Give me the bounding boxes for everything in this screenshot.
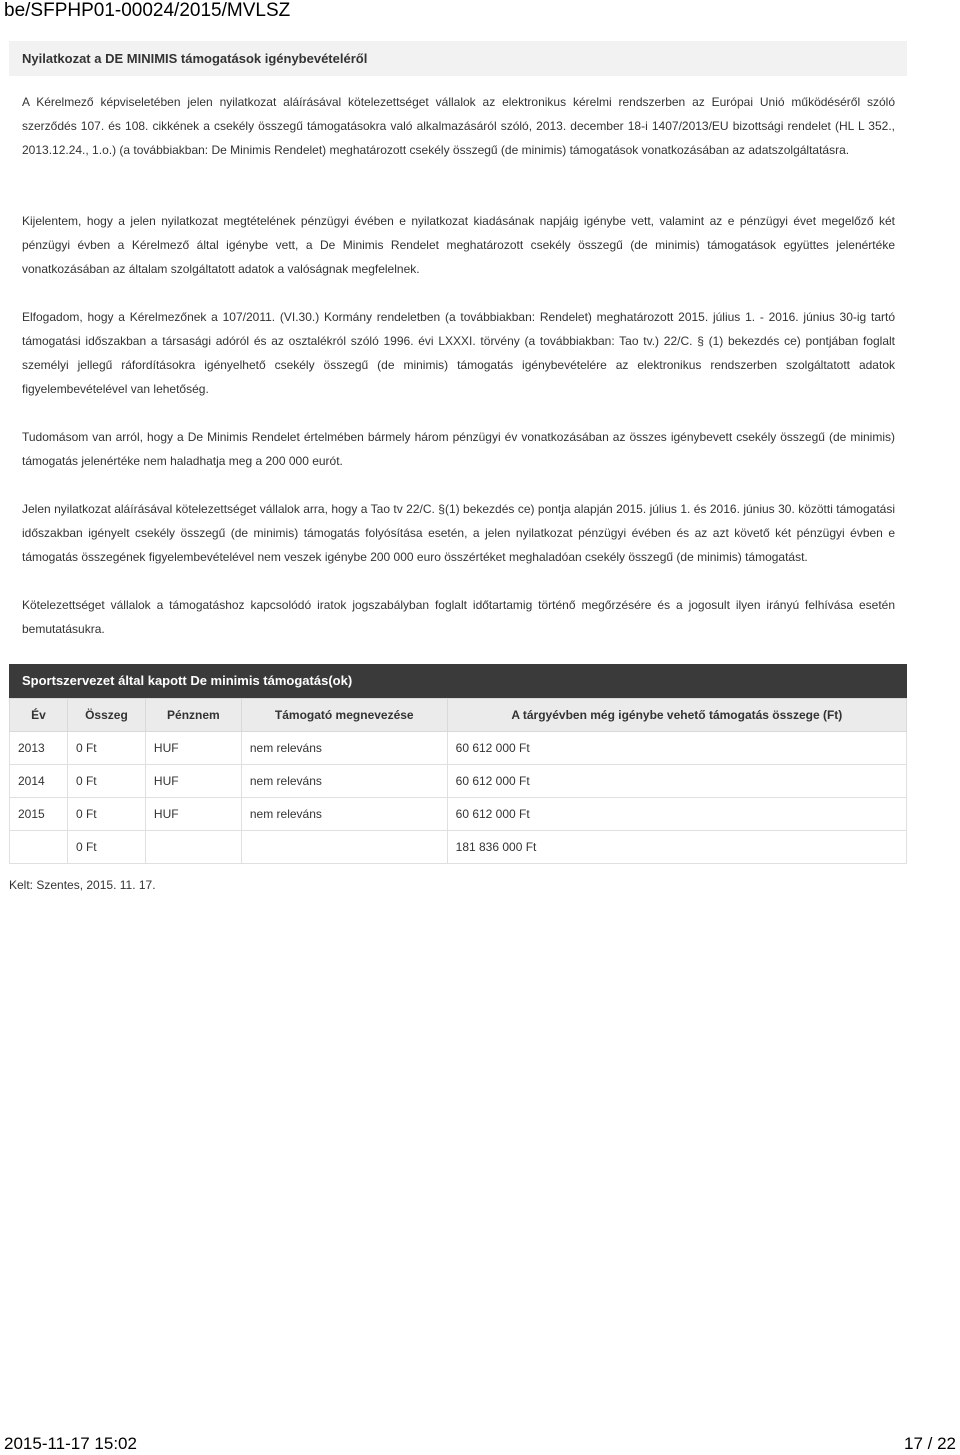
table-row: [10, 732, 907, 765]
cell-grantor: [241, 831, 447, 864]
document-id: be/SFPHP01-00024/2015/MVLSZ: [4, 0, 291, 21]
cell-available-amount: 60 612 000 Ft: [447, 765, 906, 798]
footer-timestamp: 2015-11-17 15:02: [4, 1434, 137, 1453]
paragraph-declaration: Kijelentem, hogy a jelen nyilatkozat megtételének pénzügyi évében e nyilatkozat kiadásának napjáig igénybe vett, valamint az e pénzügyi évet megelőző két pénzügyi évben a Kérelmező által igénybe vett, a De Minimis Rendelet meghatározott csekély összegű (de minimis) támogatások együttes jelenértéke vonatkozásában az általam szolgáltatott adatok a valóságnak megfelelnek.: [22, 214, 895, 276]
section-title: Nyilatkozat a DE MINIMIS támogatások igénybevételéről: [22, 51, 368, 66]
cell-year: [10, 831, 68, 864]
cell-amount: 0 Ft: [67, 732, 145, 765]
cell-currency: HUF: [145, 765, 241, 798]
cell-year: 2015: [10, 798, 68, 831]
cell-amount: 0 Ft: [67, 765, 145, 798]
cell-currency: [145, 831, 241, 864]
cell-year: 2013: [10, 732, 68, 765]
cell-total-available-amount: 181 836 000 Ft: [447, 831, 906, 864]
cell-available-amount: 60 612 000 Ft: [447, 732, 906, 765]
table-title-bar: [9, 664, 907, 698]
cell-currency: HUF: [145, 798, 241, 831]
cell-amount: 0 Ft: [67, 798, 145, 831]
section-heading: [9, 41, 907, 76]
table-header-row: [10, 699, 907, 732]
paragraph-commitment: Jelen nyilatkozat aláírásával kötelezettséget vállalok arra, hogy a Tao tv 22/C. §(1) bekezdés ce) pontja alapján 2015. július 1. és 2016. június 30. közötti támogatási időszakban igényelt csekély összegű (de minimis) támogatás folyósítása esetén, a jelen nyilatkozat pénzügyi évében és az azt követő két pénzügyi évben e támogatás összegének figyelembevételével nem veszek igénybe 200 000 euro összértéket meghaladóan csekély összegű (de minimis) támogatást.: [22, 502, 895, 564]
header-amount: Összeg: [67, 699, 145, 732]
paragraph-acceptance: Elfogadom, hogy a Kérelmezőnek a 107/2011. (VI.30.) Kormány rendeletben (a továbbiakban: Rendelet) meghatározott 2015. július 1. - 2016. június 30-ig tartó támogatási időszakban a társasági adóról és az osztalékról szóló 1996. évi LXXXI. törvény (a továbbiakban: Tao tv.) 22/C. § (1) bekezdés ce) pontjában foglalt személyi jellegű ráfordításokra igényelhető csekély összegű (de minimis) támogatás igénybevételére az elektronikus rendszerben szolgáltatott adatok figyelembevételével van lehetőség.: [22, 310, 895, 396]
table-total-row: [10, 831, 907, 864]
table-row: [10, 798, 907, 831]
table-row: [10, 765, 907, 798]
cell-grantor: nem releváns: [241, 732, 447, 765]
cell-available-amount: 60 612 000 Ft: [447, 798, 906, 831]
paragraph-retention: Kötelezettséget vállalok a támogatáshoz kapcsolódó iratok jogszabályban foglalt időtartamig történő megőrzésére és a jogosult ilyen irányú felhívása esetén bemutatásukra.: [22, 598, 895, 636]
cell-currency: HUF: [145, 732, 241, 765]
table-title: Sportszervezet által kapott De minimis támogatás(ok): [22, 673, 353, 688]
header-available-amount: A tárgyévben még igénybe vehető támogatás összege (Ft): [447, 699, 906, 732]
header-year: Év: [10, 699, 68, 732]
paragraph-data-provision: A Kérelmező képviseletében jelen nyilatkozat aláírásával kötelezettséget vállalok az elektronikus kérelmi rendszerben az Európai Unió működéséről szóló szerződés 107. és 108. cikkének a csekély összegű támogatásokra való alkalmazásáról szóló, 2013. december 18-i 1407/2013/EU bizottsági rendelet (HL L 352., 2013.12.24., 1.o.) (a továbbiakban: De Minimis Rendelet) meghatározott csekély összegű (de minimis) támogatások vonatkozásában az adatszolgáltatásra.: [22, 95, 895, 157]
footer-page-number: 17 / 22: [904, 1434, 956, 1453]
header-grantor: Támogató megnevezése: [241, 699, 447, 732]
header-currency: Pénznem: [145, 699, 241, 732]
cell-grantor: nem releváns: [241, 798, 447, 831]
cell-total-amount: 0 Ft: [67, 831, 145, 864]
cell-grantor: nem releváns: [241, 765, 447, 798]
de-minimis-table: [9, 698, 907, 864]
cell-year: 2014: [10, 765, 68, 798]
paragraph-awareness: Tudomásom van arról, hogy a De Minimis Rendelet értelmében bármely három pénzügyi év vonatkozásában az összes igénybevett csekély összegű (de minimis) támogatás jelenértéke nem haladhatja meg a 200 000 eurót.: [22, 430, 895, 468]
place-date: Kelt: Szentes, 2015. 11. 17.: [9, 878, 156, 892]
